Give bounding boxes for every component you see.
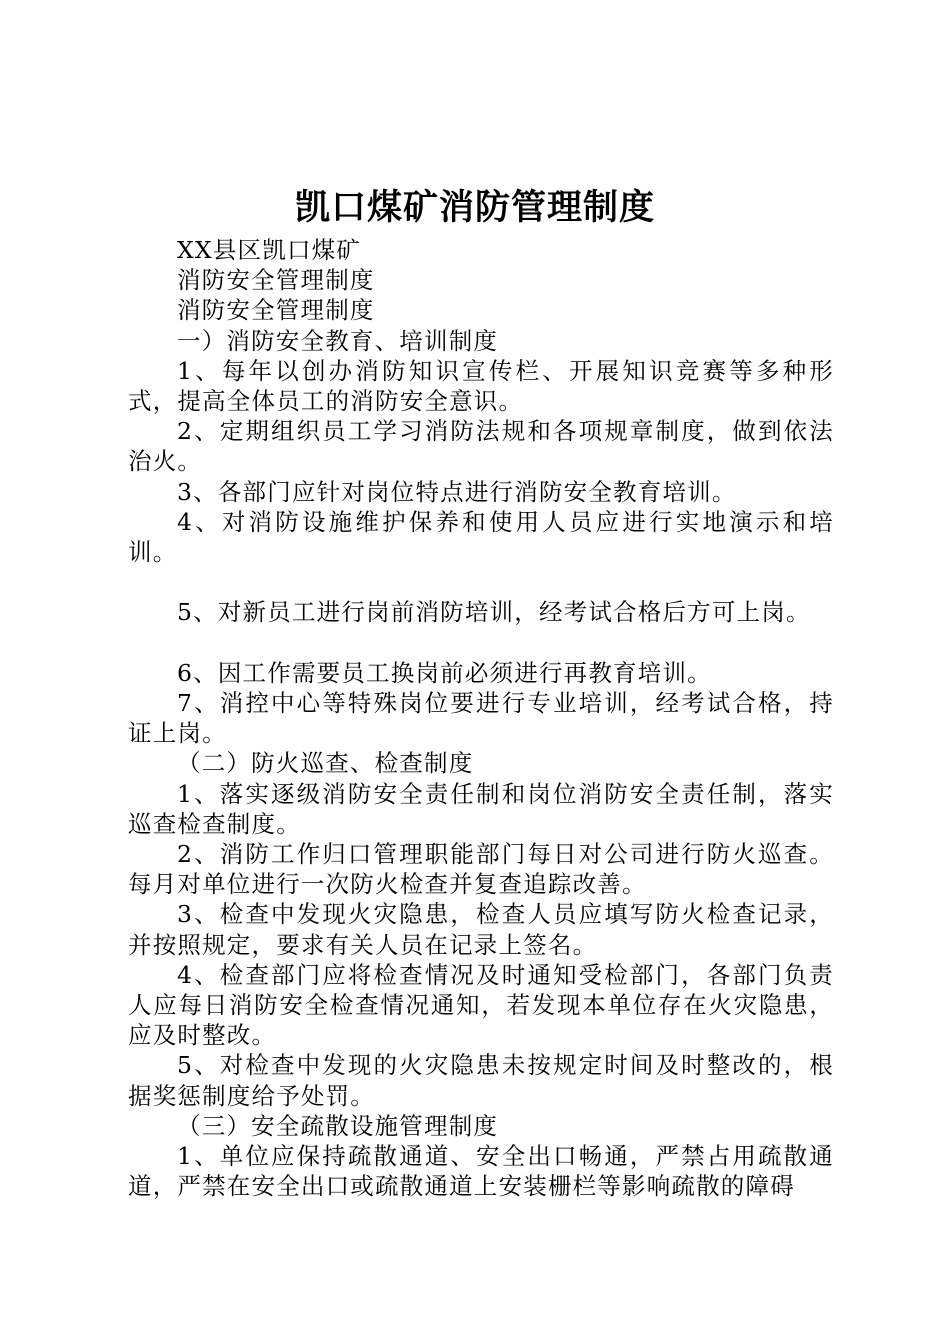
paragraph: 2、消防工作归口管理职能部门每日对公司进行防火巡查。每月对单位进行一次防火检查并复查追踪改善。 bbox=[128, 840, 834, 899]
section-heading: 一）消防安全教育、培训制度 bbox=[177, 326, 499, 355]
paragraph: 5、对新员工进行岗前消防培训，经考试合格后方可上岗。 bbox=[177, 598, 811, 627]
paragraph: 7、消控中心等特殊岗位要进行专业培训，经考试合格，持证上岗。 bbox=[128, 689, 834, 748]
paragraph: 6、因工作需要员工换岗前必须进行再教育培训。 bbox=[177, 658, 712, 687]
paragraph: 3、检查中发现火灾隐患，检查人员应填写防火检查记录，并按照规定，要求有关人员在记录上签名。 bbox=[128, 900, 834, 959]
paragraph: XX县区凯口煤矿 bbox=[177, 236, 362, 264]
paragraph: 5、对检查中发现的火灾隐患未按规定时间及时整改的，根据奖惩制度给予处罚。 bbox=[128, 1051, 834, 1110]
section-heading: （二）防火巡查、检查制度 bbox=[177, 749, 474, 778]
paragraph: 4、检查部门应将检查情况及时通知受检部门，各部门负责人应每日消防安全检查情况通知，若发现本单位存在火灾隐患，应及时整改。 bbox=[128, 960, 834, 1050]
document-body bbox=[128, 235, 834, 1201]
section-heading: （三）安全疏散设施管理制度 bbox=[177, 1111, 499, 1140]
paragraph: 消防安全管理制度 bbox=[177, 296, 375, 325]
paragraph: 2、定期组织员工学习消防法规和各项规章制度，做到依法治火。 bbox=[128, 417, 834, 476]
paragraph: 1、单位应保持疏散通道、安全出口畅通，严禁占用疏散通道，严禁在安全出口或疏散通道上安装栅栏等影响疏散的障碍 bbox=[128, 1142, 834, 1201]
paragraph: 1、落实逐级消防安全责任制和岗位消防安全责任制，落实巡查检查制度。 bbox=[128, 779, 834, 838]
paragraph: 3、各部门应针对岗位特点进行消防安全教育培训。 bbox=[177, 477, 737, 506]
paragraph: 消防安全管理制度 bbox=[177, 266, 375, 295]
paragraph: 1、每年以创办消防知识宣传栏、开展知识竞赛等多种形式，提高全体员工的消防安全意识。 bbox=[128, 356, 834, 416]
paragraph: 4、对消防设施维护保养和使用人员应进行实地演示和培训。 bbox=[128, 507, 834, 567]
document-title: 凯口煤矿消防管理制度 bbox=[294, 187, 655, 228]
